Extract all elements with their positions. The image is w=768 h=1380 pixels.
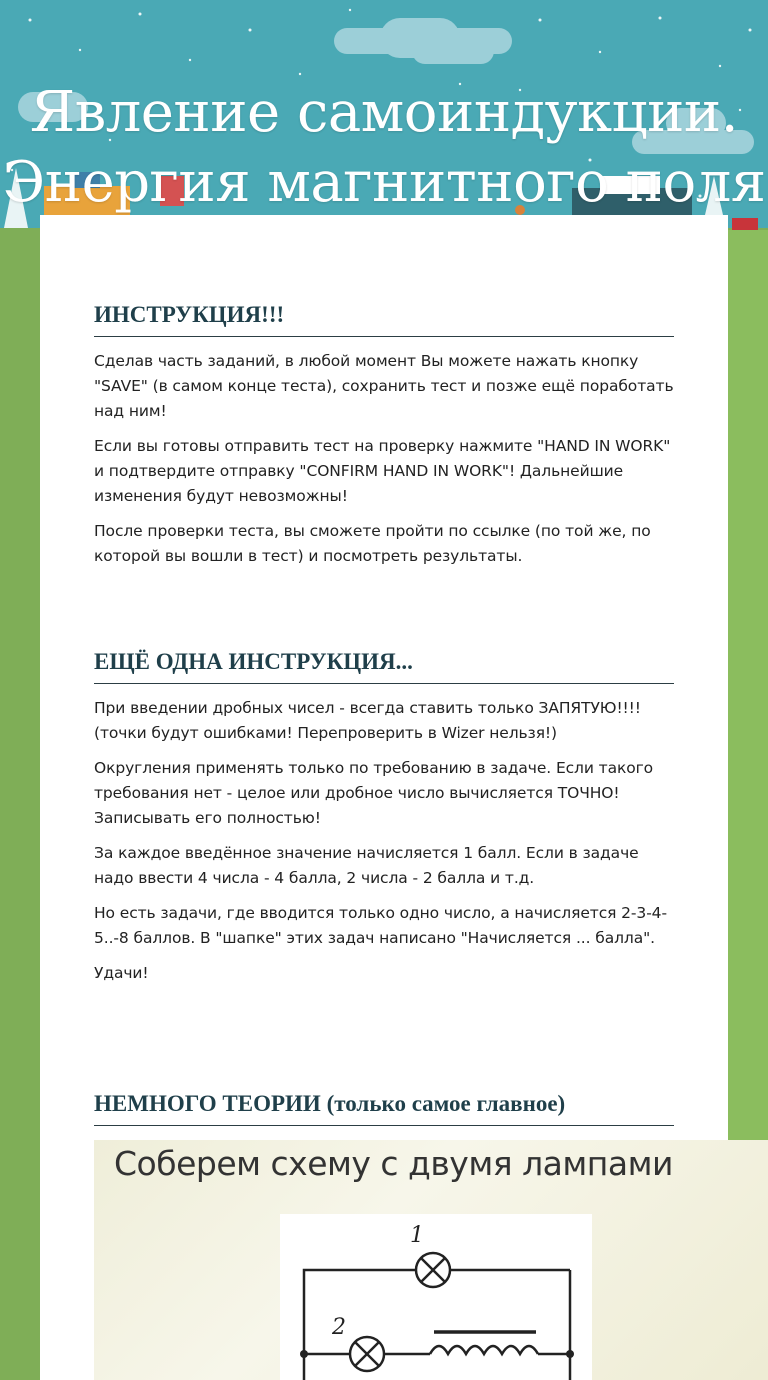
instructions2-section xyxy=(94,649,674,996)
lamp-1-label: 1 xyxy=(410,1223,424,1248)
lamp-2-label: 2 xyxy=(332,1315,346,1340)
theory-section xyxy=(94,1091,674,1138)
slide-caption: Соберем схему с двумя лампами xyxy=(114,1144,673,1183)
page-title-line-2: Энергия магнитного поля xyxy=(2,150,766,215)
instructions-paragraph-2: Если вы готовы отправить тест на проверку нажмите "HAND IN WORK" и подтвердите отправку "CONFIRM HAND IN WORK"! Дальнейшие изменения будут невозможны! xyxy=(94,437,671,505)
junction-left xyxy=(300,1350,308,1358)
grass-left xyxy=(0,230,40,1380)
instructions2-paragraph-3: За каждое введённое значение начисляется 1 балл. Если в задаче надо ввести 4 числа - 4 балла, 2 числа - 2 балла и т.д. xyxy=(94,844,639,887)
wire-left-top xyxy=(304,1270,416,1380)
inductor-coil-icon xyxy=(430,1332,538,1354)
page-title-line-1: Явление самоиндукции. xyxy=(29,80,739,145)
instructions2-heading: ЕЩЁ ОДНА ИНСТРУКЦИЯ... xyxy=(94,649,674,684)
instructions2-paragraph-1: При введении дробных чисел - всегда ставить только ЗАПЯТУЮ!!!! (точки будут ошибками! Перепроверить в Wizer нельзя!) xyxy=(94,699,641,742)
instructions2-paragraph-5: Удачи! xyxy=(94,964,149,982)
instructions-heading: ИНСТРУКЦИЯ!!! xyxy=(94,302,674,337)
lamp-1-icon xyxy=(416,1253,450,1287)
instructions-paragraph-3: После проверки теста, вы сможете пройти по ссылке (по той же, по которой вы вошли в тест) и посмотреть результаты. xyxy=(94,522,651,565)
grass-right xyxy=(728,230,768,1140)
instructions2-paragraph-2: Округления применять только по требованию в задаче. Если такого требования нет - целое или дробное число вычисляется ТОЧНО! Записывать его полностью! xyxy=(94,759,654,827)
page-title xyxy=(0,78,768,218)
instructions2-paragraph-4: Но есть задачи, где вводится только одно число, а начисляется 2-3-4-5..-8 баллов. В "шапке" этих задач написано "Начисляется ... балла". xyxy=(94,904,667,947)
circuit-svg xyxy=(280,1214,592,1380)
circuit-diagram xyxy=(280,1214,592,1380)
lamp-2-icon xyxy=(350,1337,384,1371)
instructions-paragraph-1: Сделав часть заданий, в любой момент Вы можете нажать кнопку "SAVE" (в самом конце теста), сохранить тест и позже ещё поработать над ним! xyxy=(94,352,674,420)
theory-heading: НЕМНОГО ТЕОРИИ (только самое главное) xyxy=(94,1091,674,1126)
theory-slide-image xyxy=(94,1140,768,1380)
junction-right xyxy=(566,1350,574,1358)
instructions-section xyxy=(94,302,674,579)
